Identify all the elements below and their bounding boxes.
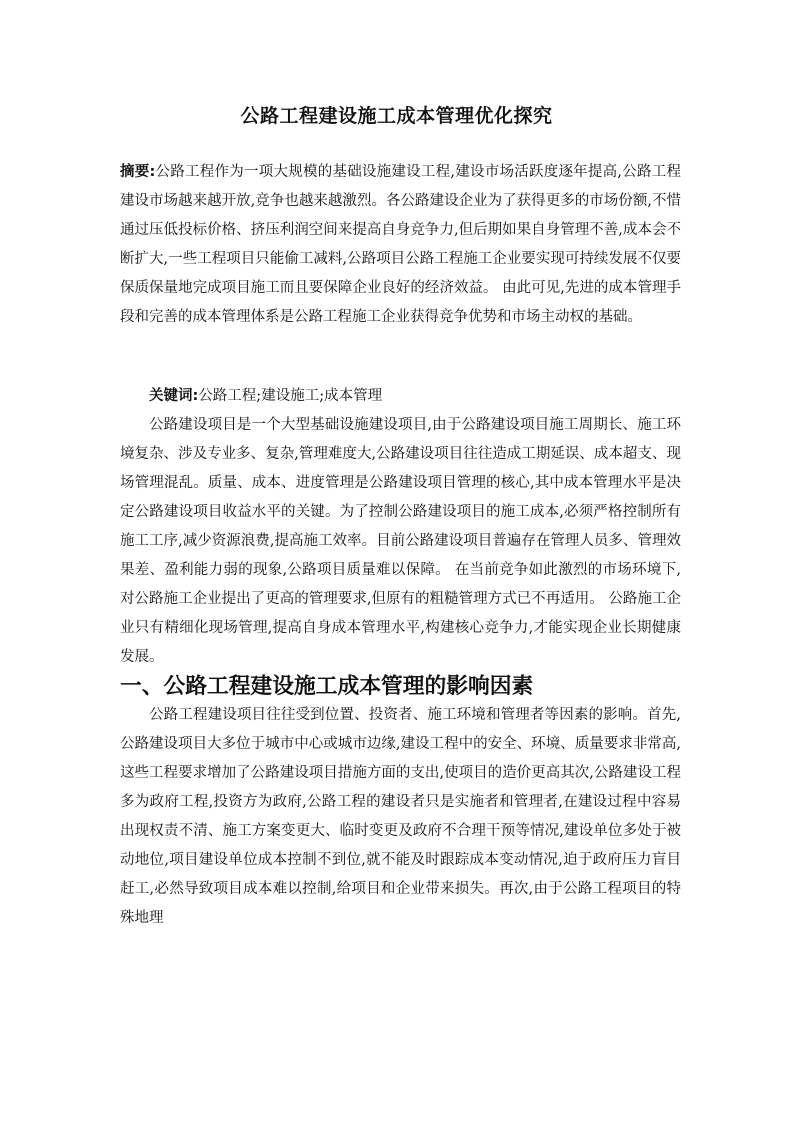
document-title: 公路工程建设施工成本管理优化探究 bbox=[240, 105, 553, 127]
document-body bbox=[120, 382, 681, 933]
intro-paragraph: 公路建设项目是一个大型基础设施建设项目,由于公路建设项目施工周期长、施工环境复杂、涉及专业多、复杂,管理难度大,公路建设项目往往造成工期延误、成本超支、现场管理混乱。质量、成本、进度管理是公路建设项目管理的核心,其中成本管理水平是决定公路建设项目收益水平的关键。为了控制公路建设项目的施工成本,必须严格控制所有施工工序,减少资源浪费,提高施工效率。目前公路建设项目普遍存在管理人员多、管理效果差、盈利能力弱的现象,公路项目质量难以保障。 在当前竞争如此激烈的市场环境下,对公路施工企业提出了更高的管理要求,但原有的粗糙管理方式已不再适用。 公路施工企业只有精细化现场管理,提高自身成本管理水平,构建核心竞争力,才能实现企业长期健康发展。 bbox=[120, 417, 681, 665]
keywords bbox=[120, 382, 681, 411]
abstract bbox=[120, 158, 681, 332]
abstract-label: 摘要: bbox=[120, 164, 156, 180]
keywords-text: 公路工程;建设施工;成本管理 bbox=[198, 388, 383, 404]
section-heading: 一、公路工程建设施工成本管理的影响因素 bbox=[120, 674, 534, 699]
keywords-label: 关键词: bbox=[149, 388, 199, 404]
abstract-text: 公路工程作为一项大规模的基础设施建设工程,建设市场活跃度逐年提高,公路工程建设市场越来越开放,竞争也越来越激烈。各公路建设企业为了获得更多的市场份额,不惜通过压低投标价格、挤压利润空间来提高自身竞争力,但后期如果自身管理不善,成本会不断扩大,一些工程项目只能偷工减料,公路项目公路工程施工企业要实现可持续发展不仅要保质保量地完成项目施工而且要保障企业良好的经济效益。 由此可见,先进的成本管理手段和完善的成本管理体系是公路工程施工企业获得竞争优势和市场主动权的基础。 bbox=[120, 164, 681, 325]
section-paragraph: 公路工程建设项目往往受到位置、投资者、施工环境和管理者等因素的影响。首先,公路建设项目大多位于城市中心或城市边缘,建设工程中的安全、环境、质量要求非常高,这些工程要求增加了公路建设项目措施方面的支出,使项目的造价更高其次,公路建设工程多为政府工程,投资方为政府,公路工程的建设者只是实施者和管理者,在建设过程中容易出现权责不清、施工方案变更大、临时变更及政府不合理干预等情况,建设单位多处于被动地位,项目建设单位成本控制不到位,就不能及时跟踪成本变动情况,迫于政府压力盲目赶工,必然导致项目成本难以控制,给项目和企业带来损失。再次,由于公路工程项目的特殊地理 bbox=[120, 707, 681, 926]
